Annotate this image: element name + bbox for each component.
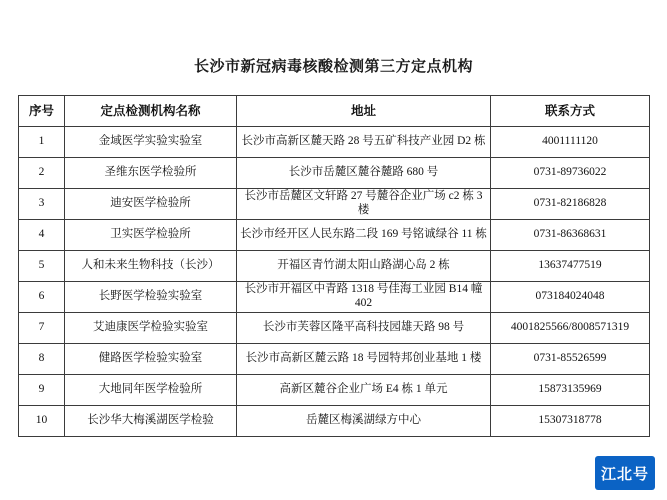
cell-address: 长沙市经开区人民东路二段 169 号铭诚绿谷 11 栋 bbox=[237, 220, 491, 251]
cell-phone: 13637477519 bbox=[491, 251, 650, 282]
cell-no: 8 bbox=[19, 344, 65, 375]
table-row bbox=[19, 158, 650, 189]
table-row bbox=[19, 251, 650, 282]
cell-phone: 15873135969 bbox=[491, 375, 650, 406]
cell-no: 7 bbox=[19, 313, 65, 344]
watermark-logo bbox=[595, 456, 655, 490]
column-header-address: 地址 bbox=[237, 96, 491, 127]
cell-name: 健路医学检验实验室 bbox=[65, 344, 237, 375]
column-header-name: 定点检测机构名称 bbox=[65, 96, 237, 127]
cell-name: 卫实医学检验所 bbox=[65, 220, 237, 251]
table-row bbox=[19, 189, 650, 220]
cell-name: 人和未来生物科技（长沙） bbox=[65, 251, 237, 282]
agency-table-container bbox=[18, 95, 649, 437]
cell-name: 圣维东医学检验所 bbox=[65, 158, 237, 189]
cell-name: 长野医学检验实验室 bbox=[65, 282, 237, 313]
cell-no: 2 bbox=[19, 158, 65, 189]
table-row bbox=[19, 406, 650, 437]
table-row bbox=[19, 127, 650, 158]
cell-name: 迪安医学检验所 bbox=[65, 189, 237, 220]
table-row bbox=[19, 313, 650, 344]
column-header-no: 序号 bbox=[19, 96, 65, 127]
table-row bbox=[19, 375, 650, 406]
page-title: 长沙市新冠病毒核酸检测第三方定点机构 bbox=[193, 59, 473, 75]
cell-phone: 0731-82186828 bbox=[491, 189, 650, 220]
cell-no: 5 bbox=[19, 251, 65, 282]
cell-name: 长沙华大梅溪湖医学检验 bbox=[65, 406, 237, 437]
cell-address: 长沙市岳麓区文轩路 27 号麓谷企业广场 c2 栋 3 楼 bbox=[237, 189, 491, 220]
cell-phone: 0731-86368631 bbox=[491, 220, 650, 251]
cell-address: 高新区麓谷企业广场 E4 栋 1 单元 bbox=[237, 375, 491, 406]
cell-no: 3 bbox=[19, 189, 65, 220]
cell-address: 岳麓区梅溪湖绿方中心 bbox=[237, 406, 491, 437]
cell-address: 长沙市高新区麓天路 28 号五矿科技产业园 D2 栋 bbox=[237, 127, 491, 158]
watermark-label: 江北号 bbox=[600, 465, 649, 483]
cell-phone: 0731-85526599 bbox=[491, 344, 650, 375]
cell-no: 1 bbox=[19, 127, 65, 158]
cell-name: 大地同年医学检验所 bbox=[65, 375, 237, 406]
cell-no: 6 bbox=[19, 282, 65, 313]
cell-no: 10 bbox=[19, 406, 65, 437]
cell-address: 长沙市芙蓉区隆平高科技园雄天路 98 号 bbox=[237, 313, 491, 344]
agency-table bbox=[18, 95, 650, 437]
table-row bbox=[19, 220, 650, 251]
table-row bbox=[19, 282, 650, 313]
cell-address: 长沙市开福区中青路 1318 号佳海工业园 B14 幢 402 bbox=[237, 282, 491, 313]
cell-phone: 15307318778 bbox=[491, 406, 650, 437]
table-row bbox=[19, 344, 650, 375]
cell-name: 艾迪康医学检验实验室 bbox=[65, 313, 237, 344]
cell-address: 长沙市高新区麓云路 18 号园特邦创业基地 1 楼 bbox=[237, 344, 491, 375]
cell-no: 9 bbox=[19, 375, 65, 406]
cell-name: 金域医学实验实验室 bbox=[65, 127, 237, 158]
table-header-row bbox=[19, 96, 650, 127]
cell-address: 长沙市岳麓区麓谷麓路 680 号 bbox=[237, 158, 491, 189]
cell-phone: 4001825566/8008571319 bbox=[491, 313, 650, 344]
cell-phone: 073184024048 bbox=[491, 282, 650, 313]
cell-no: 4 bbox=[19, 220, 65, 251]
cell-phone: 0731-89736022 bbox=[491, 158, 650, 189]
column-header-phone: 联系方式 bbox=[491, 96, 650, 127]
cell-address: 开福区青竹湖太阳山路湖心岛 2 栋 bbox=[237, 251, 491, 282]
cell-phone: 4001111120 bbox=[491, 127, 650, 158]
